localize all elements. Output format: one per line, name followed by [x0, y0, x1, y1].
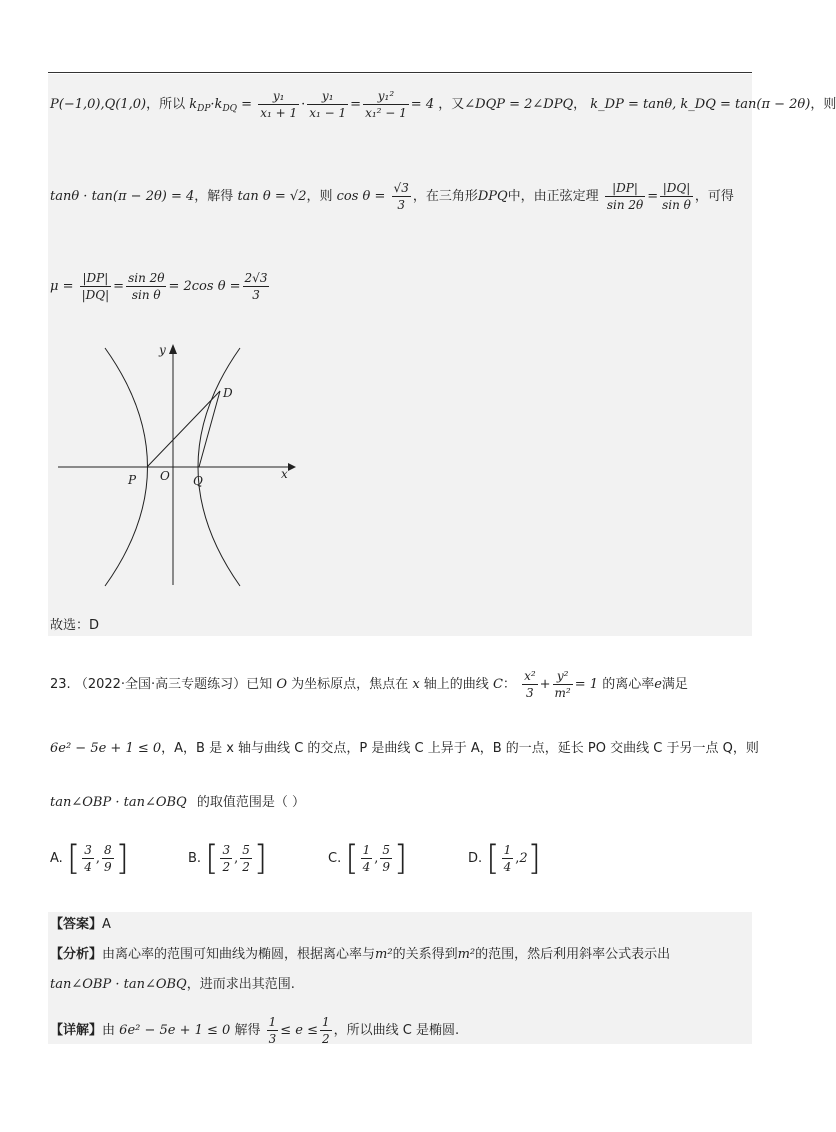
tan-expression: tan∠OBP · tan∠OBQ	[50, 795, 187, 810]
then-text: ，则	[306, 189, 333, 204]
ratio-1: $\frac{|DP|}{\sin 2\theta}$	[606, 181, 644, 212]
label-x: x	[281, 467, 288, 481]
triangle-name: DPQ	[477, 189, 508, 204]
analysis-text-2: 的关系得到	[392, 947, 458, 962]
mu-lhs: μ =	[50, 279, 74, 294]
question-text-3: 轴上的曲线	[423, 677, 489, 692]
tan-result: tan θ = √2	[237, 189, 307, 204]
answer-value: A	[102, 917, 111, 932]
again-text: ，又	[438, 97, 465, 112]
question-ask: 的取值范围是（ ）	[196, 795, 305, 810]
detail-text-3: ，所以曲线 C 是椭圆.	[333, 1023, 460, 1038]
option-C[interactable]: C. [ $\frac{1}{4}$ , $\frac{5}{9}$ ]	[328, 838, 408, 879]
equals-one: = 1	[574, 677, 599, 692]
detail-tag: 【详解】	[50, 1023, 103, 1038]
bound-relation: ≤ e ≤	[280, 1023, 319, 1038]
mu-fraction-2: $\frac{\sin 2\theta}{\text{sin θ}}$	[128, 271, 165, 302]
m-squared: m²	[375, 947, 393, 962]
analysis-line-2	[50, 976, 295, 994]
k-product: $k_{DP}\cdot k_{DQ}$ =	[189, 97, 253, 114]
cos-fraction: $\frac{√3}{3}$	[393, 181, 409, 212]
hyperbola-figure	[50, 340, 310, 590]
lower-bound: $\frac{1}{3}$	[268, 1015, 277, 1046]
eccentricity-inequality: 6e² − 5e + 1 ≤ 0	[50, 741, 162, 756]
solution-line-1: P(−1,0),Q(1,0)，所以 $k_{DP}\cdot k_{DQ}$ = $\frac{\text{y₁}}{\text{x₁ + 1}}$ · $\frac{\text{y₁}}{\text{x₁ − 1}}$ = $\frac{\text{y₁²}}{\text{x₁² − 1}}$ = 4 ，又∠DQP = 2∠DPQ， k_DP = tanθ, k_DQ = tan(π − 2θ)，则	[50, 89, 836, 120]
analysis-line-1	[50, 946, 670, 964]
option-B[interactable]: B. [ $\frac{3}{2}$ , $\frac{5}{2}$ ]	[188, 838, 268, 879]
option-letter: C.	[328, 851, 342, 866]
mu-middle: = 2cos θ =	[168, 279, 241, 294]
y-axis-arrow	[169, 344, 177, 354]
fraction-3: $\frac{\text{y₁²}}{\text{x₁² − 1}}$	[365, 89, 407, 120]
option-D[interactable]: D. [ $\frac{1}{4}$ ,2]	[468, 838, 541, 879]
question-line-1	[50, 668, 688, 701]
question-source: （2022·全国·高三专题练习）	[74, 677, 247, 692]
plus: +	[539, 677, 551, 692]
question-text-1: 已知	[246, 677, 273, 692]
question-text-6: ，A，B 是 x 轴与曲线 C 的交点，P 是曲线 C 上异于 A，B 的一点，延长 PO 交曲线 C 于另一点 Q，则	[161, 741, 759, 756]
x-symbol: x	[412, 677, 420, 692]
option-letter: A.	[50, 851, 63, 866]
detail-line	[50, 1014, 459, 1047]
mu-fraction-1: $\frac{|DP|}{|DQ|}$	[81, 271, 110, 302]
angle-relation: ∠DQP = 2∠DPQ	[464, 97, 574, 112]
question-line-2	[50, 740, 759, 758]
comma: ，	[573, 97, 587, 112]
question-line-3	[50, 794, 305, 812]
label-Q: Q	[193, 474, 203, 488]
solve-text: ，解得	[194, 189, 234, 204]
detail-text-1: 由	[102, 1023, 116, 1038]
choose-answer: 故选：D	[50, 618, 100, 633]
points-text: P(−1,0),Q(1,0)	[50, 97, 147, 112]
question-text-5: 满足	[661, 677, 688, 692]
option-A[interactable]: A. [ $\frac{3}{4}$ , $\frac{8}{9}$ ]	[50, 838, 129, 879]
curve-C: C	[492, 677, 503, 692]
detail-text-2: 解得	[234, 1023, 261, 1038]
analysis-text-1: 由离心率的范围可知曲线为椭圆，根据离心率与	[102, 947, 376, 962]
ratio-2: $\frac{|DQ|}{\text{sin θ}}$	[662, 181, 691, 212]
triangle-text: ，在三角形	[412, 189, 478, 204]
label-P: P	[128, 473, 137, 487]
solution-line-3: μ = $\frac{|DP|}{|DQ|}$ = $\frac{\sin 2\theta}{\text{sin θ}}$ = 2cos θ = $\frac{2√3}{3}$	[50, 271, 268, 302]
cos-lhs: cos θ =	[336, 189, 386, 204]
then-text: ，则	[810, 97, 836, 112]
page-top-rule	[48, 72, 752, 73]
equals-four: = 4	[410, 97, 435, 112]
ellipse-x-term: $\frac{\text{x²}}{3}$	[524, 669, 536, 700]
sine-rule-text: 中，由正弦定理	[507, 189, 599, 204]
analysis-text-4: ，进而求出其范围.	[186, 977, 295, 992]
question-text-4: 的离心率	[602, 677, 655, 692]
analysis-text-3: 的范围，然后利用斜率公式表示出	[475, 947, 671, 962]
answer-line	[50, 916, 111, 934]
colon: ：	[502, 677, 516, 692]
detail-inequality: 6e² − 5e + 1 ≤ 0	[119, 1023, 231, 1038]
fraction-1: $\frac{\text{y₁}}{\text{x₁ + 1}}$	[260, 89, 298, 120]
label-O: O	[160, 469, 170, 483]
get-text: ，可得	[694, 189, 734, 204]
so-text: ，所以	[146, 97, 186, 112]
upper-bound: $\frac{1}{2}$	[322, 1015, 330, 1046]
mu-fraction-3: $\frac{2√3}{3}$	[244, 271, 268, 302]
analysis-expression: tan∠OBP · tan∠OBQ	[50, 977, 187, 992]
slope-equations: k_DP = tanθ, k_DQ = tan(π − 2θ)	[590, 97, 811, 112]
tan-product: tanθ · tan(π − 2θ) = 4	[50, 189, 195, 204]
point-O: O	[276, 677, 288, 692]
analysis-tag: 【分析】	[50, 947, 103, 962]
ellipse-y-term: $\frac{\text{y²}}{\text{m²}}$	[554, 669, 571, 700]
x-axis-arrow	[288, 463, 296, 471]
fraction-2: $\frac{\text{y₁}}{\text{x₁ − 1}}$	[309, 89, 347, 120]
question-text-2: 为坐标原点，焦点在	[291, 677, 409, 692]
answer-tag: 【答案】	[50, 917, 103, 932]
option-letter: B.	[188, 851, 202, 866]
m-squared: m²	[457, 947, 476, 962]
option-letter: D.	[468, 851, 483, 866]
label-y: y	[159, 343, 166, 357]
e-symbol: e	[654, 677, 662, 692]
solution-line-2: tanθ · tan(π − 2θ) = 4，解得 tan θ = √2，则 cos θ = $\frac{√3}{3}$ ，在三角形DPQ中，由正弦定理 $\frac{|DP|}{\sin 2\theta}$ = $\frac{|DQ|}{\text{sin θ}}$ ，可得	[50, 181, 734, 212]
label-D: D	[223, 386, 233, 400]
question-number: 23.	[50, 677, 71, 692]
